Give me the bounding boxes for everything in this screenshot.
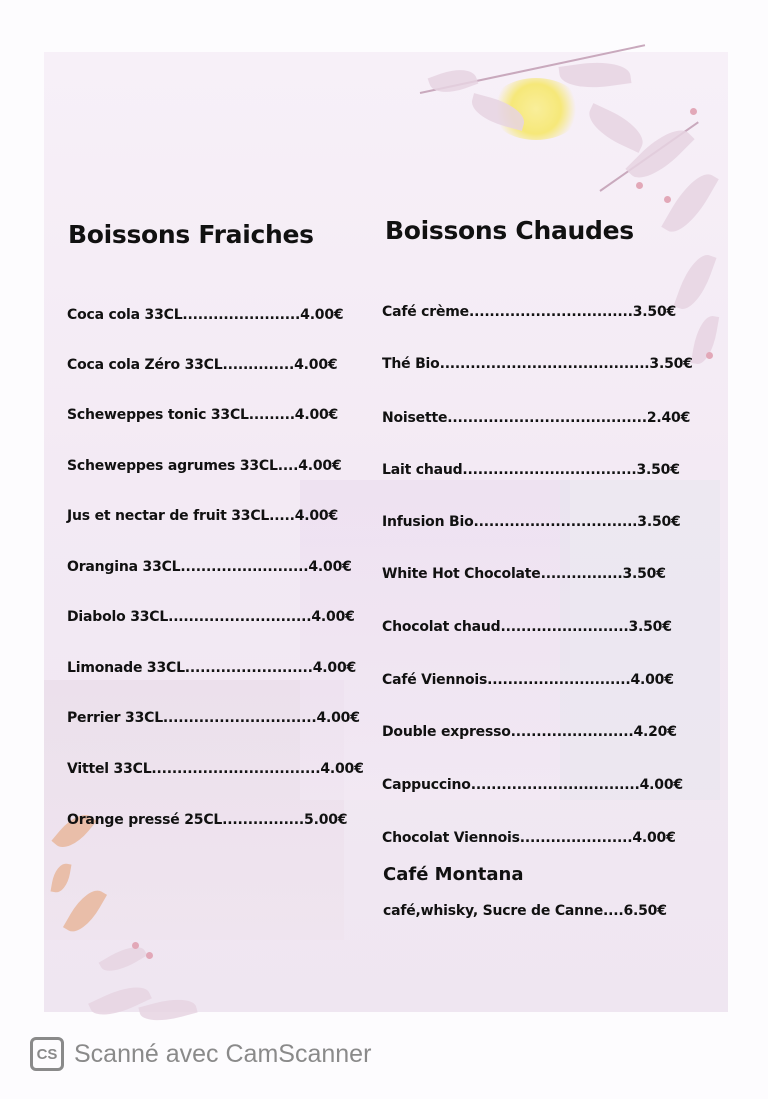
hot-drink-item: White Hot Chocolate................3.50€ bbox=[382, 566, 666, 582]
hot-drink-item: Thé Bio.........................................3.50€ bbox=[382, 356, 693, 372]
cold-drink-item: Vittel 33CL.................................4.00€ bbox=[67, 761, 364, 777]
berry-decoration bbox=[706, 352, 713, 359]
cold-drink-item: Limonade 33CL.........................4.00€ bbox=[67, 660, 357, 676]
cold-drink-item: Coca cola 33CL.......................4.00€ bbox=[67, 307, 344, 323]
hot-drink-item: Cappuccino.................................4.00€ bbox=[382, 777, 683, 793]
cold-drink-item: Jus et nectar de fruit 33CL.....4.00€ bbox=[67, 508, 338, 524]
berry-decoration bbox=[636, 182, 643, 189]
berry-decoration bbox=[146, 952, 153, 959]
hot-drink-item: Chocolat chaud.........................3.50€ bbox=[382, 619, 672, 635]
cafe-montana-description: café,whisky, Sucre de Canne....6.50€ bbox=[383, 903, 667, 919]
camscanner-watermark bbox=[30, 1036, 371, 1072]
cold-drink-item: Coca cola Zéro 33CL..............4.00€ bbox=[67, 357, 338, 373]
hot-drink-item: Noisette.......................................2.40€ bbox=[382, 410, 691, 426]
cafe-montana-title: Café Montana bbox=[383, 864, 524, 885]
hot-drink-item: Café crème................................3.50€ bbox=[382, 304, 677, 320]
berry-decoration bbox=[690, 108, 697, 115]
cold-drink-item: Diabolo 33CL............................4.00€ bbox=[67, 609, 355, 625]
camscanner-logo-icon: CS bbox=[30, 1037, 64, 1071]
cold-drink-item: Perrier 33CL..............................4.00€ bbox=[67, 710, 360, 726]
hot-drink-item: Chocolat Viennois......................4.00€ bbox=[382, 830, 676, 846]
cold-drink-item: Orangina 33CL.........................4.00€ bbox=[67, 559, 352, 575]
camscanner-text: Scanné avec CamScanner bbox=[74, 1039, 372, 1068]
hot-drink-item: Double expresso........................4.20€ bbox=[382, 724, 677, 740]
cold-drink-item: Scheweppes tonic 33CL.........4.00€ bbox=[67, 407, 339, 423]
cold-drink-item: Orange pressé 25CL................5.00€ bbox=[67, 812, 348, 828]
cold-drinks-title: Boissons Fraiches bbox=[68, 220, 314, 249]
cold-drink-item: Scheweppes agrumes 33CL....4.00€ bbox=[67, 458, 342, 474]
berry-decoration bbox=[664, 196, 671, 203]
hot-drink-item: Café Viennois............................4.00€ bbox=[382, 672, 674, 688]
berry-decoration bbox=[132, 942, 139, 949]
hot-drink-item: Infusion Bio................................3.50€ bbox=[382, 514, 681, 530]
hot-drink-item: Lait chaud..................................3.50€ bbox=[382, 462, 680, 478]
hot-drinks-title: Boissons Chaudes bbox=[385, 216, 634, 245]
